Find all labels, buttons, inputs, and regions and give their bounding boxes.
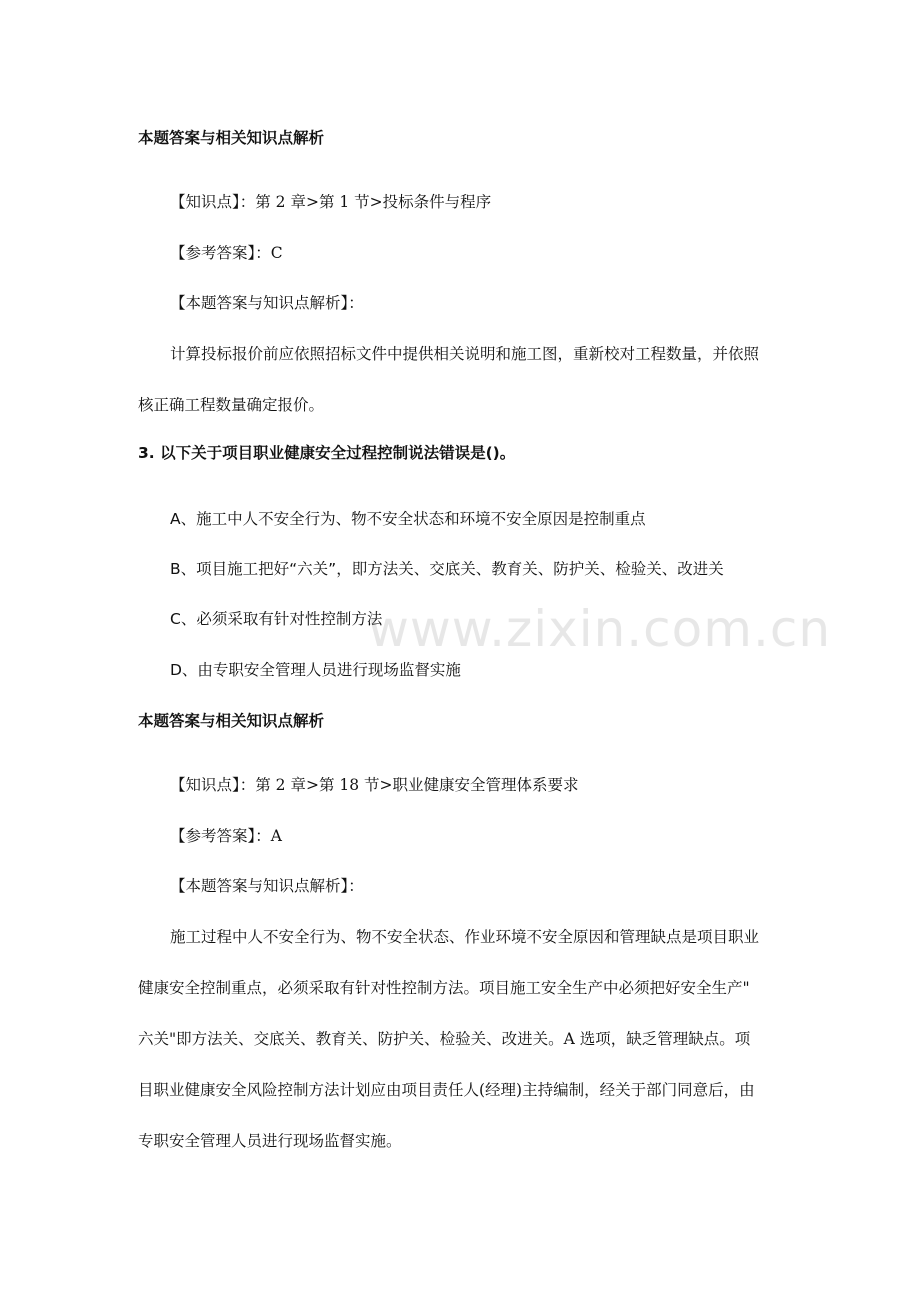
question-option: D、由专职安全管理人员进行现场监督实施 (170, 661, 461, 679)
section-heading: 本题答案与相关知识点解析 (138, 128, 325, 147)
analysis-label: 【本题答案与知识点解析】： (170, 877, 364, 895)
reference-answer: 【参考答案】：C (170, 244, 283, 262)
question-title: 3. 以下关于项目职业健康安全过程控制说法错误是()。 (138, 444, 516, 462)
analysis-text-line: 核正确工程数量确定报价。 (138, 396, 325, 414)
analysis-text-line: 六关"即方法关、交底关、教育关、防护关、检验关、改进关。A 选项，缺乏管理缺点。项 (138, 1030, 751, 1048)
question-option: A、施工中人不安全行为、物不安全状态和环境不安全原因是控制重点 (170, 510, 646, 528)
reference-answer: 【参考答案】：A (170, 827, 282, 845)
analysis-text-line: 健康安全控制重点，必须采取有针对性控制方法。项目施工安全生产中必须把好安全生产" (138, 979, 750, 997)
section-heading: 本题答案与相关知识点解析 (138, 711, 325, 730)
watermark: www.zixin.com.cn (368, 600, 832, 658)
knowledge-point: 【知识点】：第 2 章>第 1 节>投标条件与程序 (170, 193, 492, 211)
question-option: B、项目施工把好“六关”，即方法关、交底关、教育关、防护关、检验关、改进关 (170, 560, 724, 578)
knowledge-point: 【知识点】：第 2 章>第 18 节>职业健康安全管理体系要求 (170, 776, 579, 794)
analysis-text-line: 计算投标报价前应依照招标文件中提供相关说明和施工图，重新校对工程数量，并依照 (170, 345, 760, 363)
analysis-text-line: 目职业健康安全风险控制方法计划应由项目责任人(经理)主持编制，经关于部门同意后，由 (138, 1081, 755, 1099)
analysis-text-line: 专职安全管理人员进行现场监督实施。 (138, 1132, 402, 1150)
analysis-text-line: 施工过程中人不安全行为、物不安全状态、作业环境不安全原因和管理缺点是项目职业 (170, 928, 760, 946)
analysis-label: 【本题答案与知识点解析】： (170, 294, 364, 312)
question-option: C、必须采取有针对性控制方法 (170, 610, 383, 628)
